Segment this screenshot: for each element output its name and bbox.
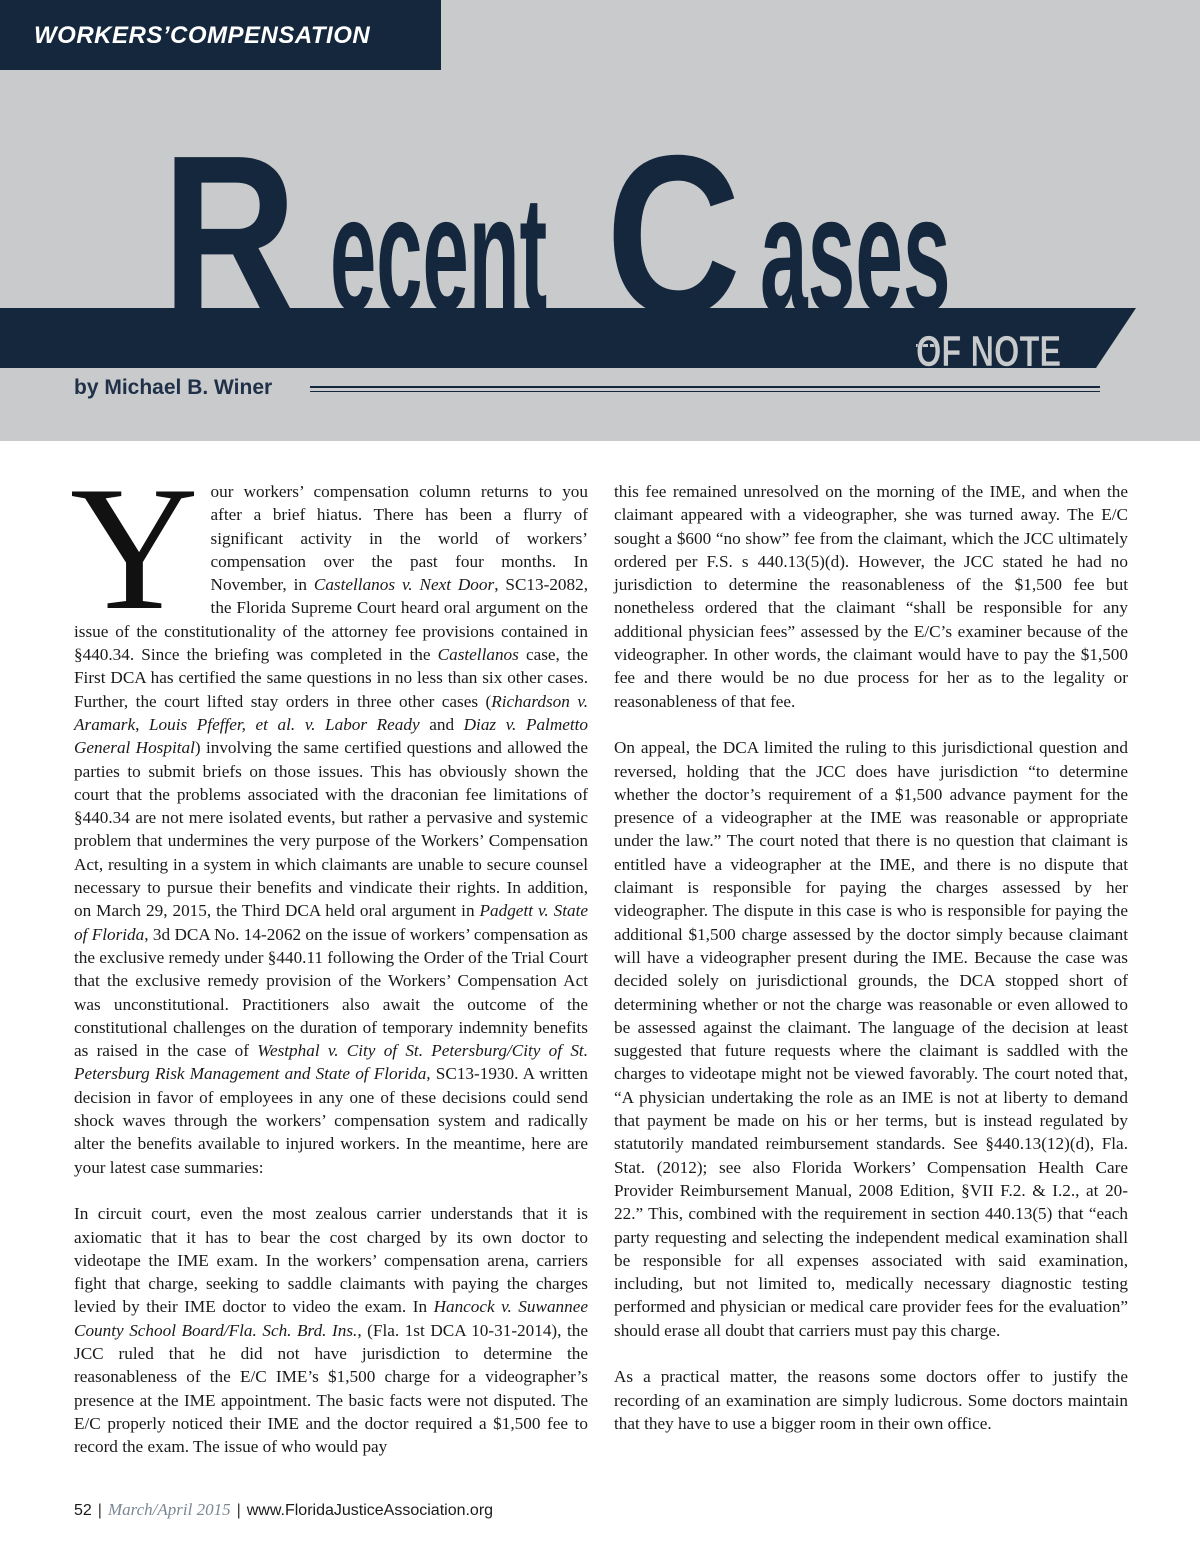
case-citation: Castellanos [437,645,519,665]
case-citation: Richardson v. Aramark [74,691,588,734]
case-citation: Hancock v. Suwannee County School Board/Fla. Sch. Brd. Ins. [74,1297,588,1340]
issue-date: March/April 2015 [107,1500,231,1519]
byline-rule [310,386,1100,388]
text-run: , [135,714,149,734]
title-graphic [0,0,1200,441]
header-banner [0,0,1200,441]
title-initial-c: C [606,108,742,364]
case-citation: Padgett v. State of Florida [74,901,588,944]
article-left-column [70,449,589,1482]
text-run: our workers’ compensation column returns to you after a brief hiatus. There has been a flurry of significant activity in the world of workers’ compensation over the past four months. In November, in [210,482,588,595]
text-run: , (Fla. 1st DCA 10-31-2014), the JCC ruled that he did not have jurisdiction to determine the reasonableness of the E/C IME’s $1,500 charge for a videographer’s presence at the IME appointment. The basic facts were not disputed. The E/C properly noticed their IME and the doctor required a $1,500 fee to record the exam. The issue of who would pay [74,1320,588,1457]
text-run: ) involving the same certified questions and allowed the parties to submit briefs on those issues. This has obviously shown the court that the problems associated with the draconian fee limitations of §440.34 are not mere isolated events, but rather a pervasive and systemic problem that undermines the very purpose of the Workers’ Compensation Act, resulting in a system in which claimants are unable to secure counsel necessary to pursue their benefits and vindicate their rights. In addition, on March 29, 2015, the Third DCA held oral argument in [74,738,588,921]
text-run: and [419,714,464,734]
paragraph: As a practical matter, the reasons some doctors offer to justify the recording of an examination are simply ludicrous. Some doctors maintain that they have to use a bigger room in their own office. [614,1367,1128,1433]
case-citation: Castellanos v. Next Door [313,575,495,595]
paragraph: this fee remained unresolved on the morning of the IME, and when the claimant appeared with a videographer, she was turned away. The E/C sought a $600 “no show” fee from the claimant, which the JCC ultimately ordered per F.S. s 440.13(5)(d). However, the JCC stated he had no jurisdiction to determine the reasonableness of the $1,500 fee but nonetheless ordered that the claimant “shall be responsible for any additional physician fees” assessed by the E/C’s examiner because of the videographer. In other words, the claimant would have to pay the $1,500 fee and there would be no due process for her as to the legality or reasonableness of that fee. [614,482,1128,711]
title-word-ases: ases [760,162,951,346]
text-run: SC13-1930. A written decision in favor of employees in any one of these decisions could send shock waves through the workers’ compensation system and radically alter the benefits available to injured workers. In the meantime, here are your latest case summaries: [74,1064,588,1177]
paragraph [74,1202,588,1458]
title-initial-r: R [162,108,298,364]
title-word-ecent: ecent [330,161,548,346]
case-citation: Westphal v. City of St. Petersburg/City of St. Petersburg Risk Management and State of Florida, [74,1041,588,1084]
drop-cap: Y [70,449,199,647]
paragraph: On appeal, the DCA limited the ruling to this jurisdictional question and reversed, holding that the JCC does have jurisdiction “to determine whether the doctor’s requirement of a $1,500 advance payment for the presence of a videographer at the IME was reasonable or appropriate under the law.” The court noted that there is no question that claimant is entitled have a videographer at the IME, and there is no dispute that claimant is responsible for paying the charges assessed by her videographer. The dispute in this case is who is responsible for paying the additional $1,500 charge assessed by the doctor simply because claimant will have a videographer present during the IME. Because the case was decided solely on jurisdictional grounds, the DCA stopped short of determining whether or not the charge was reasonable or even allowed to be assessed against the claimant. The language of the decision at least suggested that future requests where the claimant is saddled with the charges to videotape might not be viewed favorably. The court noted that, “A physician undertaking the role as an IME is not at liberty to demand that payment be made on his or her terms, but is instead regulated by statutorily mandated reimbursement standards. See §440.13(12)(d), Fla. Stat. (2012); see also Florida Workers’ Compensation Health Care Provider Reimbursement Manual, 2008 Edition, §VII F.2. & I.2., at 20-22.” This, combined with the requirement in section 440.13(5) that “each party requesting and selecting the independent medical examination shall be responsible for all expenses associated with said examination, including, but not limited to, medically necessary diagnostic testing performed and physician or medical care provider fees for the evaluation” should erase all doubt that carriers must pay this charge. [614,738,1128,1340]
page-footer: 52 | March/April 2015 | www.FloridaJusticeAssociation.org [74,1500,494,1519]
title-subtitle: OF NOTE [916,327,1062,377]
section-label: WORKERS’COMPENSATION [34,22,371,49]
byline-rule [310,391,1100,392]
website-link[interactable]: www.FloridaJusticeAssociation.org [246,1502,494,1519]
text-run: In circuit court, even the most zealous carrier understands that it is axiomatic that it has to bear the cost charged by its own doctor to videotape the IME exam. In the workers’ compensation arena, carriers fight that charge, seeking to saddle claimants with paying the charges levied by their IME doctor to video the exam. In [74,1204,588,1317]
paragraph [70,449,589,1179]
byline: by Michael B. Winer [74,376,273,399]
text-run: case, the First DCA has certified the same questions in no less than six other cases. Further, the court lifted stay orders in three other cases ( [74,645,589,711]
case-citation: Diaz v. Palmetto General Hospital [74,714,588,758]
text-run: , SC13-2082, the Florida Supreme Court heard oral argument on the issue of the constitutionality of the attorney fee provisions contained in §440.34. Since the briefing was completed in the [74,575,588,665]
case-citation: Louis Pfeffer, et al. v. Labor Ready [149,714,420,734]
text-run: , 3d DCA No. 14-2062 on the issue of workers’ compensation as the exclusive remedy under §440.11 following the Order of the Trial Court that the exclusive remedy provision of the Workers’ Compensation Act was unconstitutional. Practitioners also await the outcome of the constitutional challenges on the duration of temporary indemnity benefits as raised in the case of [74,924,588,1061]
article-right-column [614,480,1128,1458]
page-number: 52 [74,1502,92,1519]
